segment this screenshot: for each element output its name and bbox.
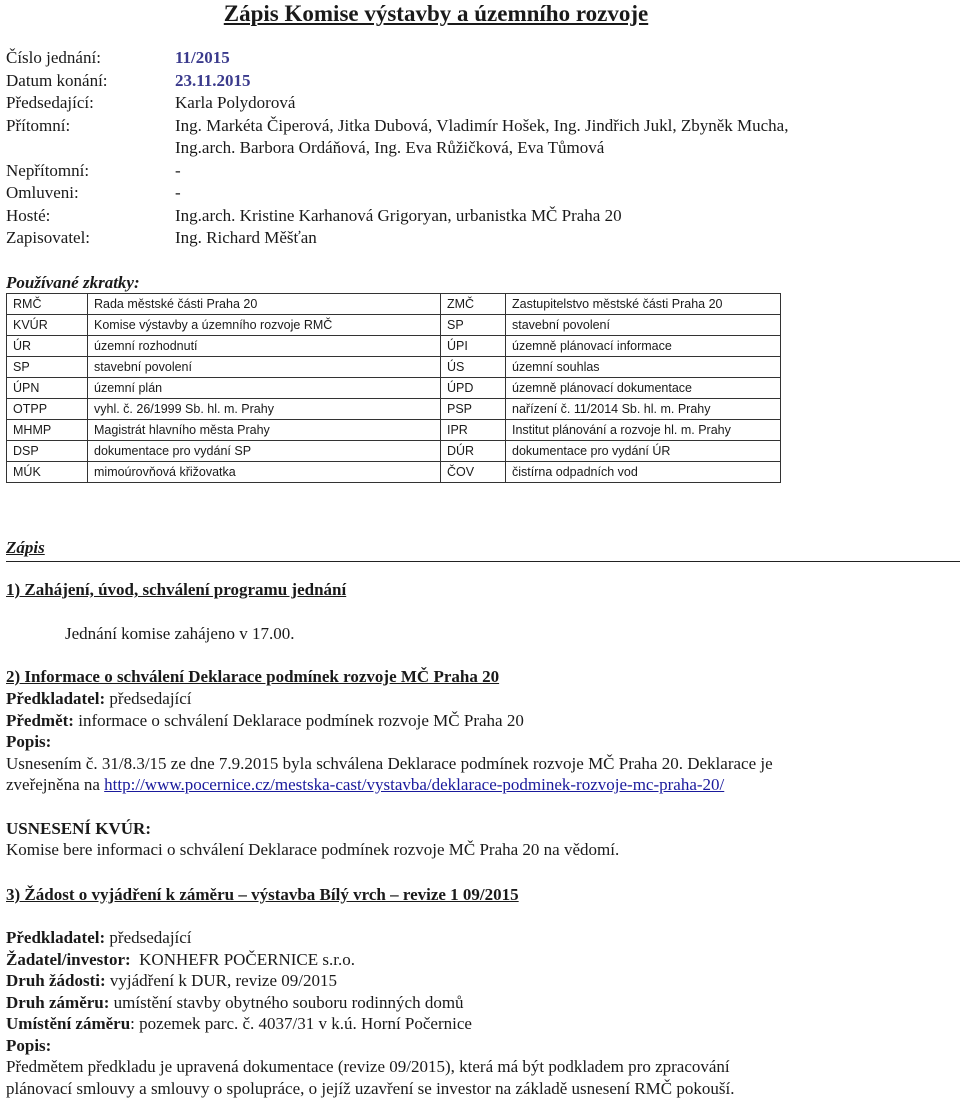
abbr-meaning: nařízení č. 11/2014 Sb. hl. m. Prahy	[506, 399, 781, 420]
abbreviations-heading: Používané zkratky:	[6, 273, 140, 292]
section-2-resolution-label: USNESENÍ KVÚR:	[6, 818, 151, 838]
excused-value: -	[175, 183, 181, 202]
section-3-location-label: Umístění záměru	[6, 1014, 131, 1033]
section-2	[6, 666, 946, 861]
abbr-meaning: územně plánovací informace	[506, 336, 781, 357]
minutes-heading-text: Zápis	[6, 538, 45, 557]
section-2-description-prefix: zveřejněna na	[6, 775, 105, 794]
section-3-applicant	[6, 949, 946, 971]
section-2-subject-label: Předmět:	[6, 710, 74, 730]
meeting-date-label: Datum konání:	[6, 70, 108, 90]
guests-label: Hosté:	[6, 205, 51, 225]
excused-row	[6, 182, 946, 205]
section-2-description-label: Popis:	[6, 732, 52, 751]
deklarace-link[interactable]: http://www.pocernice.cz/mestska-cast/vystavba/deklarace-podminek-rozvoje-mc-praha-20/	[104, 775, 725, 794]
abbr-meaning: Komise výstavby a územního rozvoje RMČ	[88, 315, 441, 336]
table-row	[7, 336, 781, 357]
section-1	[6, 579, 946, 645]
minutes-heading	[6, 537, 960, 562]
section-3-description-line-1	[6, 1056, 946, 1078]
section-2-submitter	[6, 688, 946, 710]
abbr-code: SP	[441, 315, 506, 336]
meeting-number-value: 11/2015	[175, 48, 230, 67]
table-row	[7, 420, 781, 441]
abbr-meaning: územní rozhodnutí	[88, 336, 441, 357]
section-3-description-line-1-text: Předmětem předkladu je upravená dokumentace (revize 09/2015), která má být podkladem pro zpracování	[6, 1057, 730, 1076]
section-3-request-type-label: Druh žádosti:	[6, 971, 106, 990]
section-2-subject	[6, 710, 946, 732]
abbr-code: MHMP	[7, 420, 88, 441]
abbr-meaning: Rada městské části Praha 20	[88, 294, 441, 315]
section-3-project-type-label: Druh záměru:	[6, 992, 110, 1012]
present-label: Přítomní:	[6, 115, 71, 135]
section-3-applicant-label: Žadatel/investor:	[6, 949, 131, 969]
abbr-meaning: stavební povolení	[88, 357, 441, 378]
section-2-submitter-value: předsedající	[105, 689, 192, 708]
present-row	[6, 115, 946, 160]
table-row	[7, 294, 781, 315]
present-line-2: Ing.arch. Barbora Ordáňová, Ing. Eva Růžičková, Eva Tůmová	[175, 138, 605, 157]
abbr-meaning: Magistrát hlavního města Prahy	[88, 420, 441, 441]
absent-label: Nepřítomní:	[6, 160, 90, 180]
section-2-title: 2) Informace o schválení Deklarace podmínek rozvoje MČ Praha 20	[6, 667, 500, 686]
section-3-request-type	[6, 970, 946, 992]
section-3-request-type-value: vyjádření k DUR, revize 09/2015	[105, 971, 337, 990]
abbr-meaning: vyhl. č. 26/1999 Sb. hl. m. Prahy	[88, 399, 441, 420]
guests-row	[6, 205, 946, 228]
meeting-date-value: 23.11.2015	[175, 70, 251, 90]
abbr-code: MÚK	[7, 462, 88, 483]
abbr-code: ZMČ	[441, 294, 506, 315]
section-3-project-type	[6, 992, 946, 1014]
abbr-meaning: stavební povolení	[506, 315, 781, 336]
section-2-description-line-2	[6, 774, 946, 796]
abbr-meaning: územně plánovací dokumentace	[506, 378, 781, 399]
abbr-meaning: mimoúrovňová křižovatka	[88, 462, 441, 483]
abbr-meaning: územní plán	[88, 378, 441, 399]
abbr-code: SP	[7, 357, 88, 378]
abbr-code: DSP	[7, 441, 88, 462]
abbr-code: RMČ	[7, 294, 88, 315]
abbr-code: DÚR	[441, 441, 506, 462]
abbr-meaning: dokumentace pro vydání ÚR	[506, 441, 781, 462]
meeting-info	[6, 47, 946, 250]
table-row	[7, 357, 781, 378]
abbr-code: OTPP	[7, 399, 88, 420]
meeting-date-row	[6, 70, 946, 93]
page-title: Zápis Komise výstavby a územního rozvoje	[223, 1, 649, 26]
abbr-meaning: čistírna odpadních vod	[506, 462, 781, 483]
chair-row	[6, 92, 946, 115]
abbreviations-table	[6, 293, 781, 483]
section-2-description-line-1: Usnesením č. 31/8.3/15 ze dne 7.9.2015 byla schválena Deklarace podmínek rozvoje MČ Praha 20. Deklarace je	[6, 753, 773, 773]
present-line-1: Ing. Markéta Čiperová, Jitka Dubová, Vladimír Hošek, Ing. Jindřich Jukl, Zbyněk Mucha,	[175, 115, 789, 135]
section-3-project-type-value: umístění stavby obytného souboru rodinných domů	[109, 992, 464, 1012]
table-row	[7, 378, 781, 399]
section-3-submitter	[6, 927, 946, 949]
chair-value: Karla Polydorová	[175, 93, 296, 112]
table-row	[7, 315, 781, 336]
meeting-number-row	[6, 47, 946, 70]
section-3-description-label: Popis:	[6, 1035, 52, 1055]
abbr-meaning: dokumentace pro vydání SP	[88, 441, 441, 462]
section-1-title: 1) Zahájení, úvod, schválení programu jednání	[6, 580, 347, 599]
abbr-code: ČOV	[441, 462, 506, 483]
section-2-subject-value: informace o schválení Deklarace podmínek rozvoje MČ Praha 20	[73, 710, 524, 730]
section-2-resolution-text: Komise bere informaci o schválení Deklarace podmínek rozvoje MČ Praha 20 na vědomí.	[6, 840, 620, 859]
absent-value: -	[175, 160, 181, 180]
table-row	[7, 441, 781, 462]
section-3	[6, 884, 946, 1099]
abbr-code: KVÚR	[7, 315, 88, 336]
abbr-meaning: Zastupitelstvo městské části Praha 20	[506, 294, 781, 315]
section-3-applicant-value: KONHEFR POČERNICE s.r.o.	[130, 949, 355, 969]
abbr-meaning: Institut plánování a rozvoje hl. m. Prahy	[506, 420, 781, 441]
abbr-code: IPR	[441, 420, 506, 441]
section-3-location	[6, 1013, 946, 1035]
section-2-submitter-label: Předkladatel:	[6, 689, 106, 708]
recorder-value: Ing. Richard Měšťan	[175, 228, 317, 247]
abbr-code: ÚPN	[7, 378, 88, 399]
recorder-label: Zapisovatel:	[6, 228, 91, 247]
guests-value: Ing.arch. Kristine Karhanová Grigoryan, urbanistka MČ Praha 20	[175, 205, 622, 225]
section-3-description-line-2: plánovací smlouvy a smlouvy o spolupráce, o jejíž uzavření se investor na základě usnesení RMČ pokouší.	[6, 1078, 735, 1098]
present-value	[175, 115, 946, 160]
chair-label: Předsedající:	[6, 93, 94, 112]
section-3-submitter-value: předsedající	[105, 928, 192, 947]
section-3-location-value: : pozemek parc. č. 4037/31 v k.ú. Horní Počernice	[130, 1014, 472, 1033]
abbr-meaning: územní souhlas	[506, 357, 781, 378]
abbr-code: ÚPD	[441, 378, 506, 399]
absent-row	[6, 160, 946, 183]
abbr-code: ÚPI	[441, 336, 506, 357]
section-1-text: Jednání komise zahájeno v 17.00.	[65, 624, 295, 643]
abbr-code: ÚS	[441, 357, 506, 378]
table-row	[7, 399, 781, 420]
abbr-code: ÚR	[7, 336, 88, 357]
recorder-row	[6, 227, 946, 250]
meeting-number-label: Číslo jednání:	[6, 48, 101, 67]
section-3-title: 3) Žádost o vyjádření k záměru – výstavba Bílý vrch – revize 1 09/2015	[6, 885, 519, 904]
section-3-submitter-label: Předkladatel:	[6, 928, 106, 947]
table-row	[7, 462, 781, 483]
abbr-code: PSP	[441, 399, 506, 420]
excused-label: Omluveni:	[6, 183, 79, 202]
